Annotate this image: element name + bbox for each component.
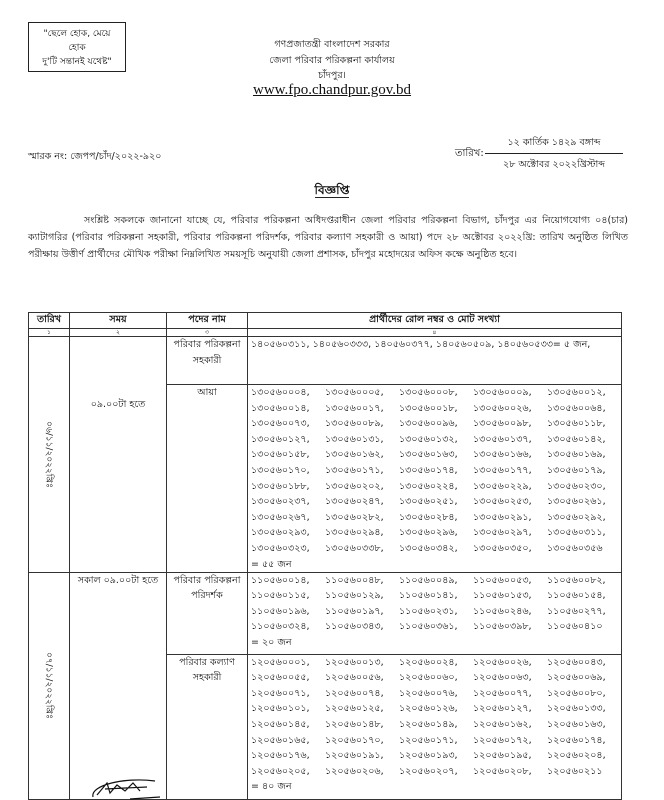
roll-number: ১৩০৫৬০১৬২ , xyxy=(325,447,399,463)
roll-number: ১৩০৫৬০২২৯ , xyxy=(473,479,547,495)
roll-number: ১২০৫৬০০৮০ , xyxy=(547,686,621,702)
roll-number: ১২০৫৬০০৭৭ , xyxy=(473,686,547,702)
roll-number: ১৩০৫৬০৩৩৮ , xyxy=(325,541,399,557)
roll-number: ১৩০৫৬০০২৬ , xyxy=(473,401,547,417)
roll-number: ১২০৫৬০১৭৪ , xyxy=(547,733,621,749)
roll-number: ১২০৫৬০১৯৩ , xyxy=(399,748,473,764)
roll-number: ১১০৫৬০৪১০ xyxy=(547,621,603,633)
roll-number: ১৩০৫৬০২৩৭ , xyxy=(251,494,325,510)
roll-number: ১৪০৫৬০৩৩৩ , xyxy=(313,339,375,350)
roll-numbers-cell xyxy=(248,572,622,654)
notice-body: সংশ্লিষ্ট সকলকে জানানো যাচ্ছে যে, পরিবার পরিকল্পনা অধিদপ্তরাধীন জেলা পরিবার পরিকল্পনা বিভাগ, চাঁদপুর এর নিয়োগযোগ্য ০৪(চার) ক্যাটাগরির (পরিবার পরিকল্পনা সহকারী, পরিবার পরিকল্পনা পরিদর্শক, পরিবার কল্যাণ সহকারী ও আয়া) পদে ২৮ অক্টোবর ২০২২খ্রি: তারিখ অনুষ্ঠিত লিখিত পরীক্ষায় উত্তীর্ণ প্রার্থীদের মৌখিক পরীক্ষা নিম্নলিখিত সময়সূচি অনুযায়ী জেলা প্রশাসক, চাঁদপুর মহোদয়ের অফিস কক্ষে অনুষ্ঠিত হবে। xyxy=(28,215,628,260)
roll-number: ১১০৫৬০২৪৬ , xyxy=(473,604,547,620)
roll-number: ১১০৫৬০১১৫ , xyxy=(251,588,325,604)
roll-number: ১৩০৫৬০০৬৪ , xyxy=(547,401,621,417)
candidate-total: = ২০ জন xyxy=(251,636,292,648)
roll-number: ১৩০৫৬০২৮৪ , xyxy=(399,510,473,526)
date-label: তারিখ: xyxy=(455,148,484,159)
exam-time: সকাল ০৯.০০টা হতে xyxy=(70,572,167,799)
roll-number: ১২০৫৬০১২৬ , xyxy=(399,701,473,717)
roll-number: ১৩০৫৬০০১৭ , xyxy=(325,401,399,417)
header-rolls: প্রার্থীদের রোল নম্বর ও মোট সংখ্যা xyxy=(248,313,622,329)
roll-number: ১২০৫৬০১৭১ , xyxy=(399,733,473,749)
roll-number: ১২০৫৬০২০৪ , xyxy=(547,748,621,764)
roll-number: ১২০৫৬০০৬৯ , xyxy=(547,670,621,686)
roll-number: ১৩০৫৬০৩৫০ , xyxy=(473,541,547,557)
exam-date: ০৬/১১/২০২২খ্রিঃ xyxy=(29,337,70,573)
roll-number: ১২০৫৬০১০১ , xyxy=(251,701,325,717)
post-name: পরিবার পরিকল্পনা পরিদর্শক xyxy=(167,572,248,654)
roll-number: ১৩০৫৬০৩২৩ , xyxy=(251,541,325,557)
col-number: ২ xyxy=(70,329,167,337)
roll-number: ১১০৫৬০১৪১ , xyxy=(399,588,473,604)
roll-number: ১৩০৫৬০০৮৯ , xyxy=(325,416,399,432)
post-name: পরিবার পরিকল্পনা সহকারী xyxy=(167,337,248,385)
date-gregorian: ২৮ অক্টোবর ২০২২খ্রিস্টাব্দ xyxy=(503,159,605,170)
roll-number: ১১০৫৬০০৪৯ , xyxy=(399,573,473,589)
roll-number: ১৩০৫৬০১৫৮ , xyxy=(251,447,325,463)
roll-number: ১২০৫৬০০২৬ , xyxy=(473,655,547,671)
roll-number: ১২০৫৬০১২৫ , xyxy=(325,701,399,717)
roll-number: ১৩০৫৬০২৯৬ , xyxy=(399,525,473,541)
roll-number: ১১০৫৬০৩২৪ , xyxy=(251,619,325,635)
roll-number: ১২০৫৬০০১৩ , xyxy=(325,655,399,671)
roll-number: ১৩০৫৬০২৫৩ , xyxy=(473,494,547,510)
roll-number: ১১০৫৬০১৯৭ , xyxy=(325,604,399,620)
header-time: সময় xyxy=(70,313,167,329)
roll-number: ১১০৫৬০০১৪ , xyxy=(251,573,325,589)
header-date: তারিখ xyxy=(29,313,70,329)
roll-number: ১২০৫৬০২০৬ , xyxy=(325,764,399,780)
roll-number: ১৩০৫৬০০৯৬ , xyxy=(399,416,473,432)
roll-number: ১১০৫৬০২৩১ , xyxy=(399,604,473,620)
office-name: জেলা পরিবার পরিকল্পনা কার্যালয় xyxy=(269,55,395,66)
slogan-line1: "ছেলে হোক, মেয়ে হোক xyxy=(43,29,111,53)
roll-number: ১৩০৫৬০২৯১ , xyxy=(473,510,547,526)
roll-number: ১৩০৫৬০২৩০ , xyxy=(547,479,621,495)
roll-number: ১১০৫৬০৩৬১ , xyxy=(399,619,473,635)
roll-number: ১২০৫৬০১৭২ , xyxy=(473,733,547,749)
roll-number: ১২০৫৬০০৭১ , xyxy=(251,686,325,702)
roll-number: ১৩০৫৬০৩১১ , xyxy=(547,525,621,541)
roll-number: ১১০৫৬০২৭৭ , xyxy=(547,604,621,620)
col-number: ৪ xyxy=(248,329,622,337)
roll-number: ১৩০৫৬০১৭৯ , xyxy=(547,463,621,479)
roll-number: ১৩০৫৬০২৯৩ , xyxy=(251,525,325,541)
roll-number: ১৩০৫৬০১৭১ , xyxy=(325,463,399,479)
roll-number: ১২০৫৬০২০৮ , xyxy=(473,764,547,780)
col-number: ৩ xyxy=(167,329,248,337)
roll-number: ১২০৫৬০১২৭ , xyxy=(473,701,547,717)
roll-numbers-cell xyxy=(248,385,622,573)
roll-number: ১৩০৫৬০২২৪ , xyxy=(399,479,473,495)
schedule-table xyxy=(28,312,622,800)
roll-number: ১২০৫৬০১৬৩ , xyxy=(547,717,621,733)
roll-number: ১৩০৫৬০২০২ , xyxy=(325,479,399,495)
roll-number: ১৩০৫৬০০৭৩ , xyxy=(251,416,325,432)
exam-date: ০৭/১১/২০২২খ্রিঃ xyxy=(29,572,70,799)
roll-number: ১২০৫৬০০৪৩ , xyxy=(547,655,621,671)
exam-time: ০৯.০০টা হতে xyxy=(70,337,167,573)
roll-number: ১২০৫৬০২০৫ , xyxy=(251,764,325,780)
roll-number: ১৩০৫৬০২৬৭ , xyxy=(251,510,325,526)
candidate-total: = ৪০ জন xyxy=(251,781,292,793)
roll-number: ১২০৫৬০০২৪ , xyxy=(399,655,473,671)
roll-number: ১১০৫৬০১২৯ , xyxy=(325,588,399,604)
candidate-total: = ৫ জন , xyxy=(553,339,590,350)
roll-number: ১২০৫৬০১৯৫ , xyxy=(473,748,547,764)
roll-number: ১৩০৫৬০১৭৪ , xyxy=(399,463,473,479)
roll-number: ১৩০৫৬০১৪২ , xyxy=(547,432,621,448)
roll-number: ১৩০৫৬০১৬৩ , xyxy=(399,447,473,463)
roll-number: ১৩০৫৬০৩৪২ , xyxy=(399,541,473,557)
roll-number: ১৩০৫৬০১৭৭ , xyxy=(473,463,547,479)
roll-number: ১১০৫৬০০৮২ , xyxy=(547,573,621,589)
roll-number: ১৪০৫৬০৫৩৩ xyxy=(497,339,553,350)
roll-number: ১৩০৫৬০৩৫৬ xyxy=(547,542,603,554)
roll-number: ১২০৫৬০২০৭ , xyxy=(399,764,473,780)
roll-number: ১৩০৫৬০১৩১ , xyxy=(325,432,399,448)
candidate-total: = ৫৫ জন xyxy=(251,558,292,570)
roll-number: ১৩০৫৬০১২৭ , xyxy=(251,432,325,448)
roll-numbers-cell xyxy=(248,654,622,799)
roll-number: ১২০৫৬০০৭৬ , xyxy=(399,686,473,702)
roll-number: ১৩০৫৬০১৮৮ , xyxy=(251,479,325,495)
website-link[interactable]: www.fpo.chandpur.gov.bd xyxy=(252,82,412,98)
roll-number: ১২০৫৬০০০১ , xyxy=(251,655,325,671)
slogan-line2: দু'টি সন্তানই যথেষ্ট" xyxy=(42,57,112,67)
roll-number: ১৩০৫৬০১৩৭ , xyxy=(473,432,547,448)
roll-number: ১২০৫৬০১৭০ , xyxy=(325,733,399,749)
roll-number: ১৩০৫৬০০১৮ , xyxy=(399,401,473,417)
roll-number: ১৩০৫৬০১৬৯ , xyxy=(547,447,621,463)
roll-number: ১৩০৫৬০১১৮ , xyxy=(547,416,621,432)
roll-number: ১২০৫৬০১৪৮ , xyxy=(325,717,399,733)
roll-number: ১২০৫৬০০৫৬ , xyxy=(325,670,399,686)
post-name: আয়া xyxy=(167,385,248,573)
roll-number: ১৩০৫৬০০০৫ , xyxy=(325,385,399,401)
roll-number: ১২০৫৬০১৬২ , xyxy=(473,717,547,733)
roll-number: ১৩০৫৬০২৮২ , xyxy=(325,510,399,526)
roll-number: ১৩০৫৬০২৬১ , xyxy=(547,494,621,510)
govt-name: গণপ্রজাতন্ত্রী বাংলাদেশ সরকার xyxy=(274,39,390,50)
roll-number: ১২০৫৬০১৩৩ , xyxy=(547,701,621,717)
roll-number: ১৩০৫৬০২৯৭ , xyxy=(473,525,547,541)
roll-number: ১৩০৫৬০১৭০ , xyxy=(251,463,325,479)
roll-number: ১২০৫৬০১৪৯ , xyxy=(399,717,473,733)
roll-number: ১২০৫৬০২১১ xyxy=(547,765,603,777)
roll-number: ১৩০৫৬০২৯২ , xyxy=(547,510,621,526)
roll-number: ১১০৫৬০১৯৬ , xyxy=(251,604,325,620)
roll-number: ১১০৫৬০১৫৩ , xyxy=(473,588,547,604)
roll-number: ১১০৫৬০৩৪৩ , xyxy=(325,619,399,635)
roll-number: ১৩০৫৬০০০৯ , xyxy=(473,385,547,401)
roll-number: ১৪০৫৬০৫০৯ , xyxy=(436,339,498,350)
roll-number: ১৩০৫৬০০১৪ , xyxy=(251,401,325,417)
roll-number: ১১০৫৬০৩৯৮ , xyxy=(473,619,547,635)
roll-number: ১৩০৫৬০২৪৭ , xyxy=(325,494,399,510)
signature xyxy=(85,775,165,800)
table-row xyxy=(29,337,622,385)
roll-number: ১১০৫৬০০৫৩ , xyxy=(473,573,547,589)
roll-numbers-cell xyxy=(248,337,622,385)
roll-number: ১৪০৫৬০৩১১ , xyxy=(251,339,313,350)
table-row xyxy=(29,572,622,654)
roll-number: ১২০৫৬০০৬৩ , xyxy=(473,670,547,686)
roll-number: ১৩০৫৬০০০৪ , xyxy=(251,385,325,401)
post-name: পরিবার কল্যাণ সহকারী xyxy=(167,654,248,799)
notice-title: বিজ্ঞপ্তি xyxy=(314,183,350,197)
memo-number: স্মারক নং: জেপপ/চাঁদ/২০২২-৯২০ xyxy=(28,151,162,162)
roll-number: ১৩০৫৬০২৯৪ , xyxy=(325,525,399,541)
roll-number: ১৩০৫৬০০১২ , xyxy=(547,385,621,401)
roll-number: ১২০৫৬০০৭৪ , xyxy=(325,686,399,702)
roll-number: ১১০৫৬০০৪৮ , xyxy=(325,573,399,589)
roll-number: ১৩০৫৬০১৬৬ , xyxy=(473,447,547,463)
roll-number: ১২০৫৬০১৬৫ , xyxy=(251,733,325,749)
roll-number: ১২০৫৬০০৬০ , xyxy=(399,670,473,686)
roll-number: ১২০৫৬০১৪৫ , xyxy=(251,717,325,733)
district-name: চাঁদপুর। xyxy=(318,70,346,81)
roll-number: ১২০৫৬০০৫৫ , xyxy=(251,670,325,686)
roll-number: ১১০৫৬০১৫৪ , xyxy=(547,588,621,604)
roll-number: ১২০৫৬০১৭৬ , xyxy=(251,748,325,764)
roll-number: ১৩০৫৬০২৫১ , xyxy=(399,494,473,510)
roll-number: ১৪০৫৬০৩৭৭ , xyxy=(374,339,436,350)
col-number: ১ xyxy=(29,329,70,337)
roll-number: ১৩০৫৬০০৯৮ , xyxy=(473,416,547,432)
header-post: পদের নাম xyxy=(167,313,248,329)
date-bengali: ১২ কার্তিক ১৪২৯ বঙ্গাব্দ xyxy=(485,136,623,154)
roll-number: ১২০৫৬০১৯১ , xyxy=(325,748,399,764)
roll-number: ১৩০৫৬০১৩২ , xyxy=(399,432,473,448)
roll-number: ১৩০৫৬০০০৮ , xyxy=(399,385,473,401)
